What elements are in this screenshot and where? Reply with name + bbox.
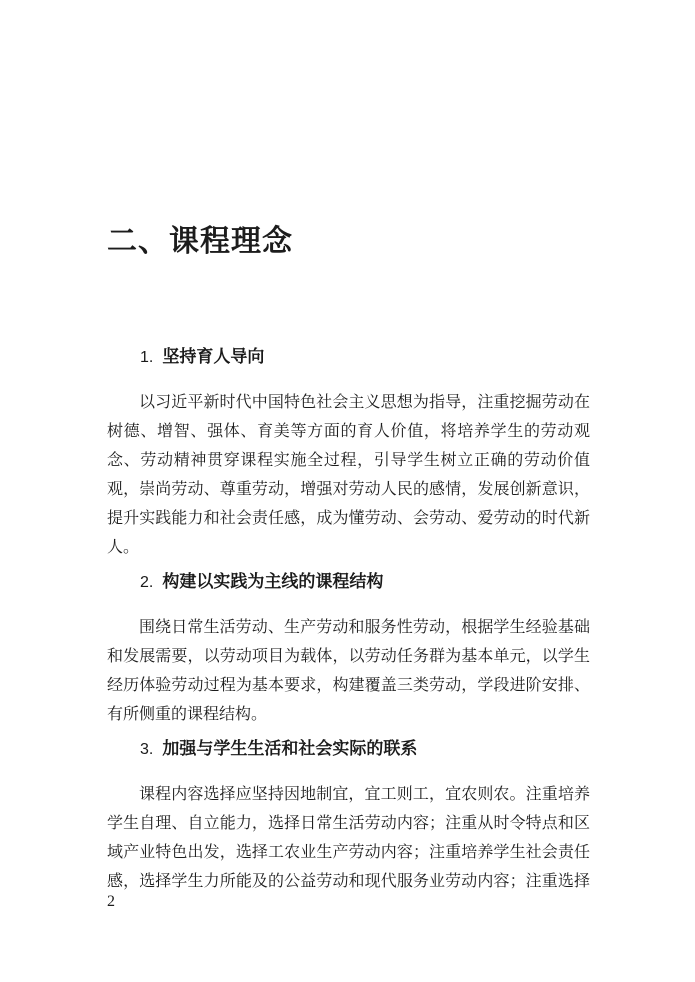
section-3-heading (107, 737, 590, 762)
page-title: 二、课程理念 (107, 225, 293, 258)
section-adhere-to-educational-orientation (107, 345, 590, 562)
section-1-number: 1. (140, 349, 154, 366)
section-connection-with-student-life (107, 737, 590, 896)
section-3-heading-text: 加强与学生生活和社会实际的联系 (162, 739, 418, 758)
section-2-heading-text: 构建以实践为主线的课程结构 (162, 572, 384, 591)
section-practice-based-course-structure (107, 570, 590, 729)
section-3-paragraph: 课程内容选择应坚持因地制宜，宜工则工，宜农则农。注重培养学生自理、自立能力，选择日常生活劳动内容；注重从时令特点和区域产业特色出发，选择工农业生产劳动内容；注重培养学生社会责任感，选择学生力所能及的公益劳动和现代服务业劳动内容；注重选择 (107, 786, 590, 890)
section-1-heading-text: 坚持育人导向 (162, 347, 265, 366)
section-2-heading (107, 570, 590, 595)
section-2-paragraph: 围绕日常生活劳动、生产劳动和服务性劳动，根据学生经验基础和发展需要，以劳动项目为载体，以劳动任务群为基本单元，以学生经历体验劳动过程为基本要求，构建覆盖三类劳动，学段进阶安排、有所侧重的课程结构。 (107, 619, 590, 723)
section-1-heading (107, 345, 590, 370)
section-2-number: 2. (140, 574, 154, 591)
page-number: 2 (107, 893, 115, 910)
section-1-paragraph: 以习近平新时代中国特色社会主义思想为指导，注重挖掘劳动在树德、增智、强体、育美等方面的育人价值，将培养学生的劳动观念、劳动精神贯穿课程实施全过程，引导学生树立正确的劳动价值观，崇尚劳动、尊重劳动，增强对劳动人民的感情，发展创新意识，提升实践能力和社会责任感，成为懂劳动、会劳动、爱劳动的时代新人。 (107, 394, 590, 556)
section-3-number: 3. (140, 741, 154, 758)
